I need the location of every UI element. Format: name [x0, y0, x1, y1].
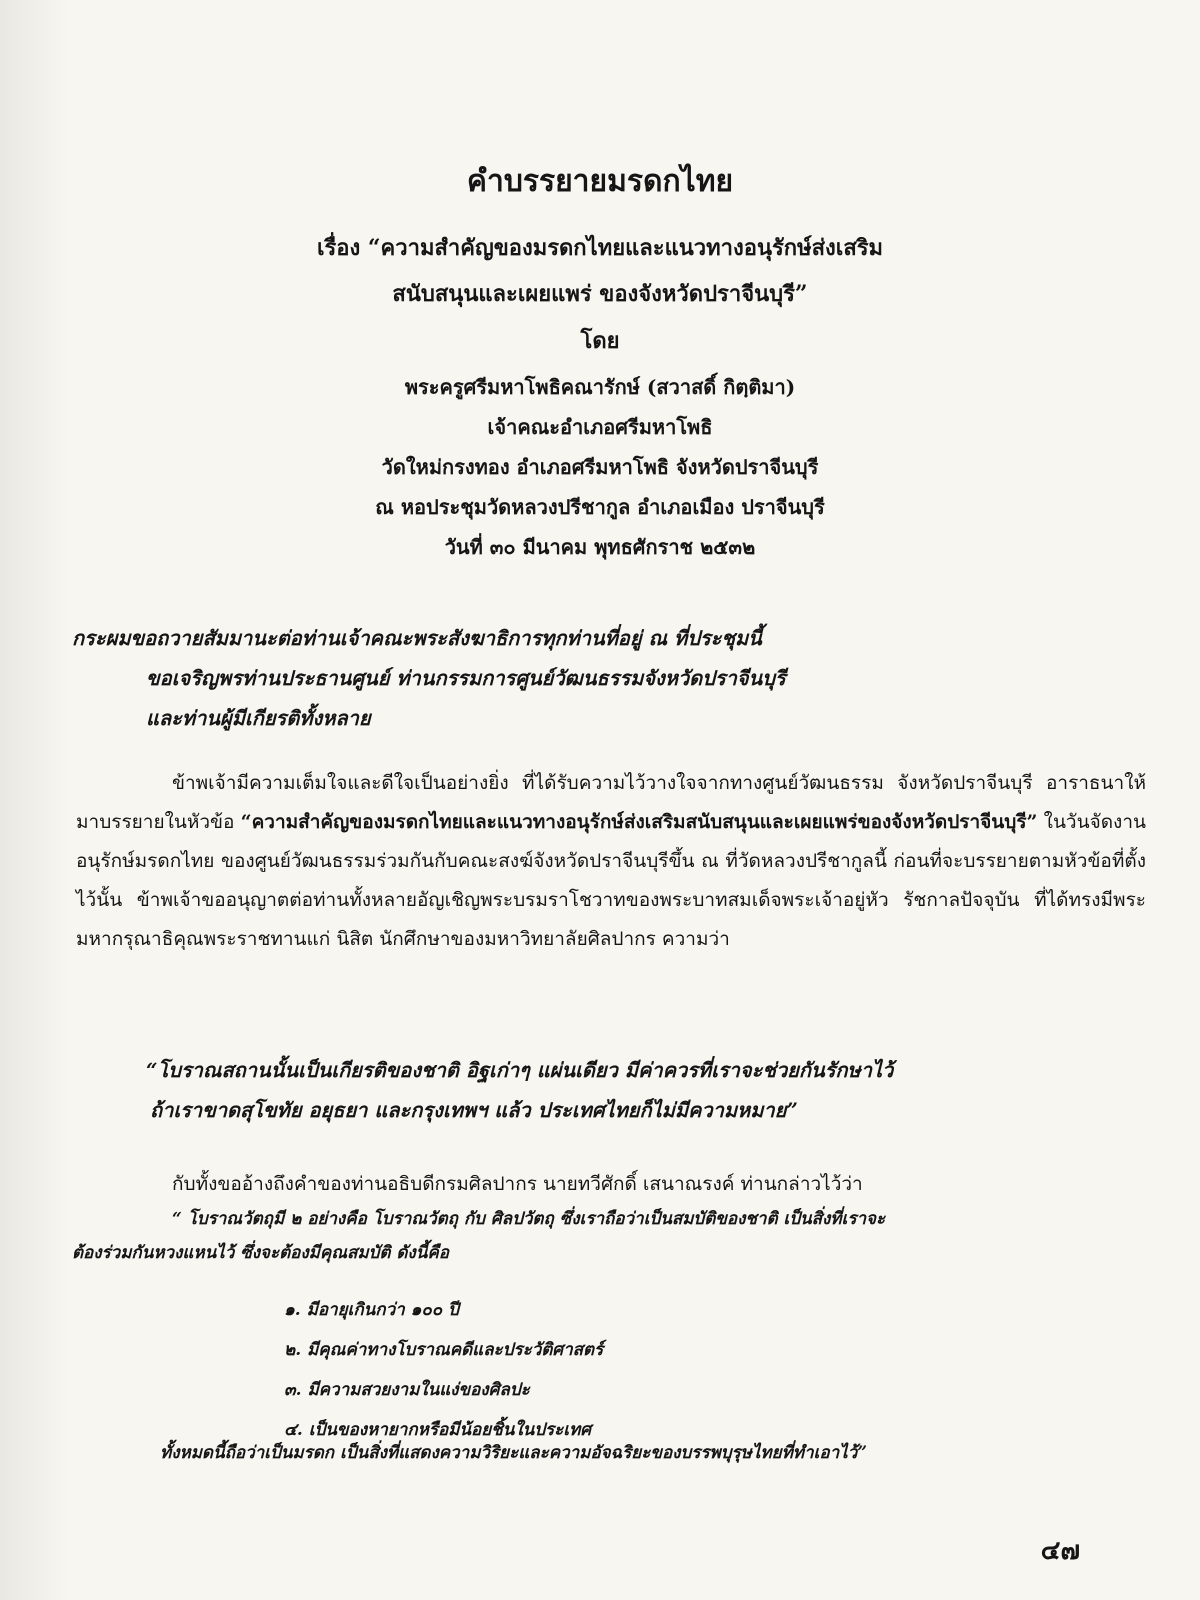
- closing-line: ทั้งหมดนี้ถือว่าเป็นมรดก เป็นสิ่งที่แสดงความวิริยะและความอัจฉริยะของบรรพบุรุษไทยที่ทำเอาไว้”: [160, 1443, 867, 1463]
- para1-text-a: ข้าพเจ้ามีความเต็มใจและดีใจเป็นอย่างยิ่ง ที่ได้รับความไว้วางใจจากทางศูนย์วัฒนธรรม จังหวัดปราจีนบุรี อาราธนาให้มาบรรยายในหัวข้อ: [76, 772, 1146, 833]
- document-header: [0, 158, 1200, 567]
- director-quote: [72, 1202, 1152, 1270]
- royal-quote: [146, 1050, 1106, 1130]
- speaker-temple: วัดใหม่กรงทอง อำเภอศรีมหาโพธิ จังหวัดปราจีนบุรี: [381, 455, 819, 479]
- body-paragraph-2: กับทั้งขออ้างถึงคำของท่านอธิบดีกรมศิลปากร นายทวีศักดิ์ เสนาณรงค์ ท่านกล่าวไว้ว่า: [172, 1173, 863, 1195]
- list-item: ๒. มีคุณค่าทางโบราณคดีและประวัติศาสตร์: [284, 1340, 604, 1360]
- list-item: ๑. มีอายุเกินกว่า ๑๐๐ ปี: [284, 1300, 459, 1320]
- speaker-position: เจ้าคณะอำเภอศรีมหาโพธิ: [487, 415, 713, 439]
- by-label: โดย: [580, 328, 620, 354]
- subject-line-2: สนับสนุนและเผยแพร่ ของจังหวัดปราจีนบุรี”: [392, 281, 808, 307]
- criteria-list: [284, 1290, 1084, 1450]
- list-item: ๔. เป็นของหายากหรือมีน้อยชิ้นในประเทศ: [284, 1420, 592, 1440]
- list-item: ๓. มีความสวยงามในแง่ของศิลปะ: [284, 1380, 530, 1400]
- page-number: ๔๗: [1040, 1536, 1080, 1566]
- body-paragraph-1: [76, 764, 1146, 959]
- greeting-line-2: ขอเจริญพรท่านประธานศูนย์ ท่านกรรมการศูนย์วัฒนธรรมจังหวัดปราจีนบุรี: [146, 666, 786, 690]
- greeting-line-3: และท่านผู้มีเกียรติทั้งหลาย: [146, 706, 371, 730]
- subject-line-1: เรื่อง “ความสำคัญของมรดกไทยและแนวทางอนุรักษ์ส่งเสริม: [316, 235, 884, 261]
- lecture-date: วันที่ ๓๐ มีนาคม พุทธศักราช ๒๕๓๒: [444, 535, 756, 559]
- speaker-name: พระครูศรีมหาโพธิคณารักษ์ (สวาสดิ์ กิตฺติมา): [404, 375, 796, 399]
- quote-line-1: “โบราณสถานนั้นเป็นเกียรติของชาติ อิฐเก่าๆ แผ่นเดียว มีค่าควรที่เราจะช่วยกันรักษาไว้: [146, 1058, 894, 1082]
- quote2-line-2: ต้องร่วมกันหวงแหนไว้ ซึ่งจะต้องมีคุณสมบัติ ดังนี้คือ: [72, 1243, 449, 1263]
- para1-topic: “ความสำคัญของมรดกไทยและแนวทางอนุรักษ์ส่งเสริมสนับสนุนและเผยแพร่ของจังหวัดปราจีนบุรี”: [240, 811, 1038, 833]
- venue: ณ หอประชุมวัดหลวงปรีชากูล อำเภอเมือง ปราจีนบุรี: [375, 495, 825, 519]
- document-title: คำบรรยายมรดกไทย: [466, 164, 734, 199]
- quote-line-2: ถ้าเราขาดสุโขทัย อยุธยา และกรุงเทพฯ แล้ว ประเทศไทยก็ไม่มีความหมาย”: [150, 1098, 798, 1122]
- greeting-line-1: กระผมขอถวายสัมมานะต่อท่านเจ้าคณะพระสังฆาธิการทุกท่านที่อยู่ ณ ที่ประชุมนี้: [72, 626, 762, 650]
- greeting: [72, 618, 1152, 738]
- para1-text-c: ในวันจัดงานอนุรักษ์มรดกไทย ของศูนย์วัฒนธรรมร่วมกันกับคณะสงฆ์จังหวัดปราจีนบุรีขึ้น ณ ที่วัดหลวงปรีชากูลนี้ ก่อนที่จะบรรยายตามหัวข้อที่ตั้งไว้นั้น ข้าพเจ้าขออนุญาตต่อท่านทั้งหลายอัญเชิญพระบรมราโชวาทของพระบาทสมเด็จพระเจ้าอยู่หัว รัชกาลปัจจุบัน ที่ได้ทรงมีพระมหากรุณาธิคุณพระราชทานแก่ นิสิต นักศึกษาของมหาวิทยาลัยศิลปากร ความว่า: [76, 811, 1146, 950]
- quote2-line-1: “ โบราณวัตถุมี ๒ อย่างคือ โบราณวัตถุ กับ ศิลปวัตถุ ซึ่งเราถือว่าเป็นสมบัติของชาติ เป็นสิ่งที่เราจะ: [172, 1209, 886, 1229]
- para1-indent: [76, 772, 172, 794]
